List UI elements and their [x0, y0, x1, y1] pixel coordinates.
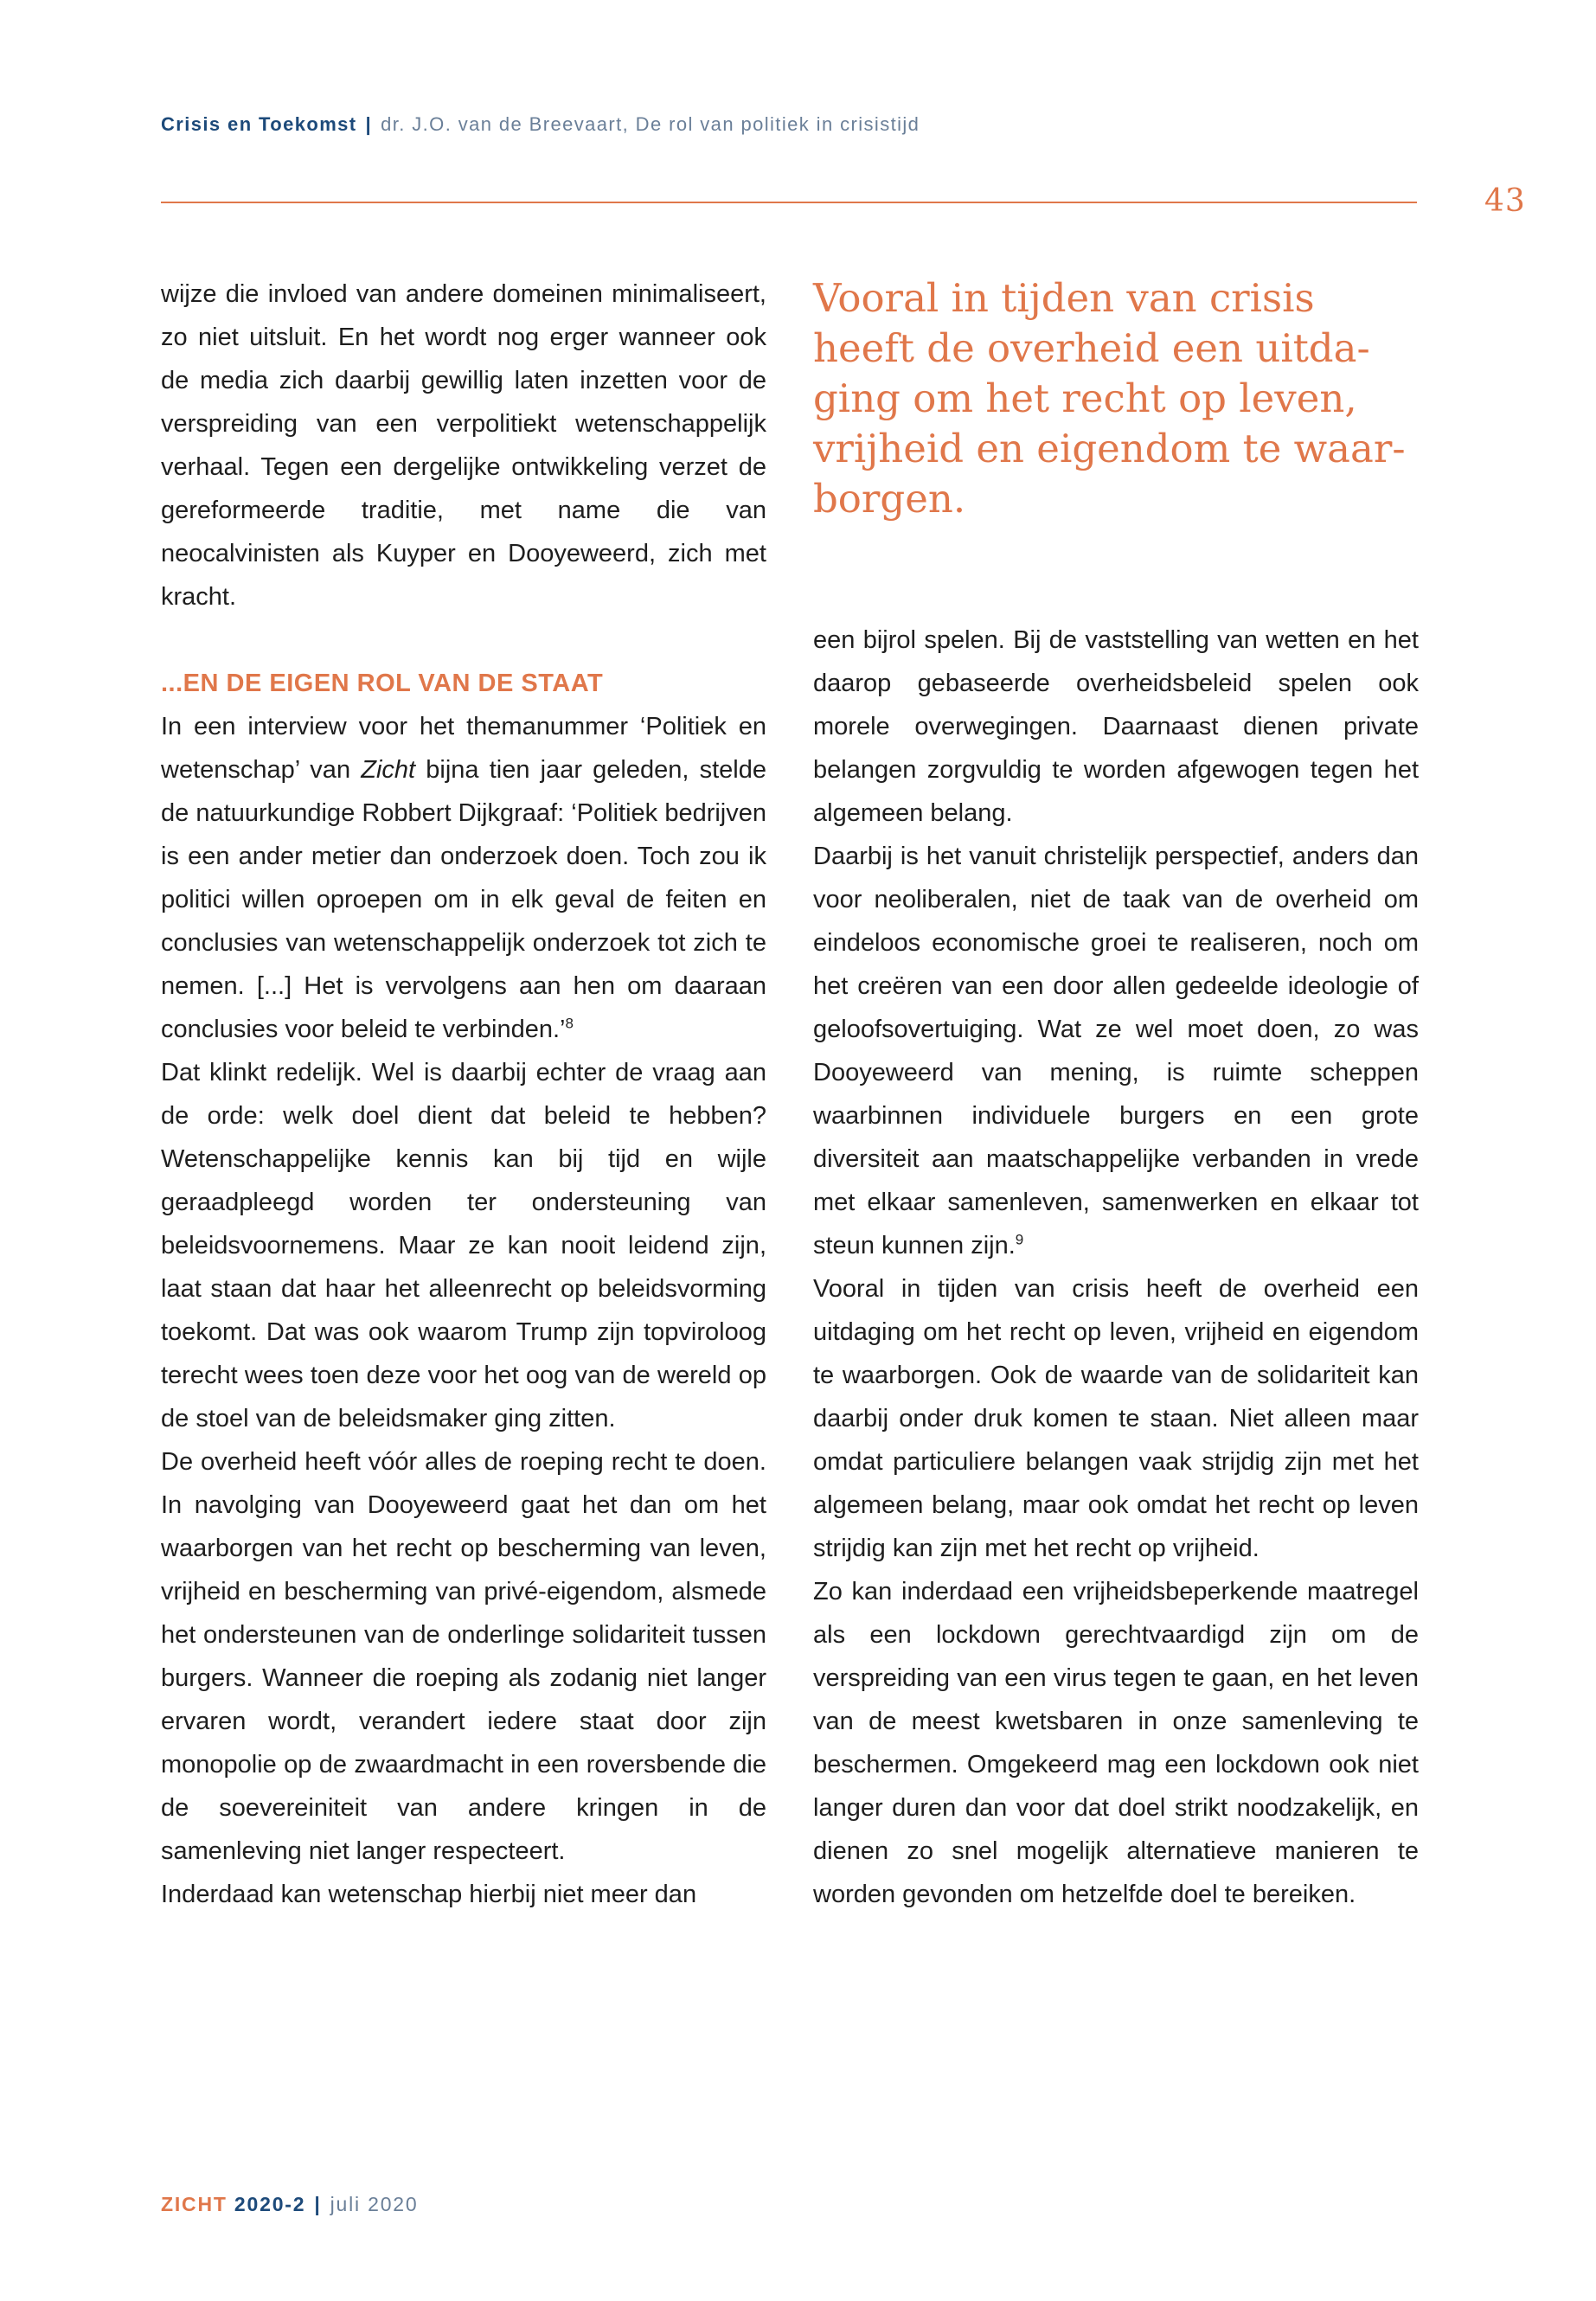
left-paragraph-4: Inderdaad kan wetenschap hierbij niet meer dan [161, 1881, 697, 1908]
pull-quote [813, 273, 1436, 524]
header-rule [161, 202, 1417, 203]
running-header [161, 113, 920, 136]
footnote-ref-9: 9 [1015, 1231, 1024, 1248]
footer-separator: | [314, 2193, 322, 2215]
pull-quote-line: vrijheid en eigendom te waar- [813, 426, 1406, 471]
pull-quote-line: ging om het recht op leven, [813, 375, 1357, 421]
pull-quote-line: heeft de overheid een uitda- [813, 325, 1370, 371]
section-heading: ...EN DE EIGEN ROL VAN DE STAAT [161, 670, 604, 697]
left-paragraph-1 [161, 705, 766, 1051]
header-brand: Crisis en Toekomst [161, 113, 357, 135]
footer-date: juli 2020 [330, 2193, 419, 2215]
p1-text-b: bijna tien jaar geleden, stelde de natuurkundige Robbert Dijkgraaf: ‘Politiek bedrijven is een ander metier dan onderzoek doen. Toch zou ik politici willen oproepen om in elk geval de feiten en conclusies van wetenschappelijk onderzoek tot zich te nemen. [...] Het is vervolgens aan hen om daaraan conclusies voor beleid te verbinden.’ [161, 756, 767, 1043]
magazine-title-emphasis: Zicht [361, 756, 416, 784]
footer-magazine: ZICHT [161, 2193, 228, 2215]
section-spacer [161, 619, 766, 662]
right-paragraph-3: Vooral in tijden van crisis heeft de overheid een uitdaging om het recht op leven, vrijheid en eigendom te waarborgen. Ook de waarde van de solidariteit kan daarbij onder druk komen te staan. Niet alleen maar omdat particuliere belangen vaak strijdig zijn met het algemeen belang, maar ook omdat het recht op leven strijdig kan zijn met het recht op vrijheid. [813, 1275, 1419, 1562]
footer-issue: 2020-2 [234, 2193, 306, 2215]
pull-quote-line: Vooral in tijden van crisis [813, 275, 1315, 321]
p1-text-a: In een interview voor het themanummer ‘Politiek en wetenschap’ van [161, 713, 766, 784]
page-number: 43 [1484, 183, 1526, 219]
pull-quote-line: borgen. [813, 476, 966, 522]
right-paragraph-4: Zo kan inderdaad een vrijheidsbeperkende maatregel als een lockdown gerechtvaardigd zijn om de verspreiding van een virus tegen te gaan, en het leven van de meest kwetsbaren in onze samenleving te beschermen. Omgekeerd mag een lockdown ook niet langer duren dan voor dat doel strikt noodzakelijk, en dienen zo snel mogelijk alternatieve manieren te worden gevonden om hetzelfde doel te bereiken. [813, 1578, 1419, 1908]
p2-text: Daarbij is het vanuit christelijk perspectief, anders dan voor neoliberalen, niet de taak van de overheid om eindeloos economische groei te realiseren, noch om het creëren van een door allen gedeelde ideologie of geloofsovertuiging. Wat ze wel moet doen, zo was Dooyeweerd van mening, is ruimte scheppen waarbinnen individuele burgers en een grote diversiteit aan maatschappelijke verbanden in vrede met elkaar samenleven, samenwerken en elkaar tot steun kunnen zijn. [813, 843, 1419, 1259]
right-column [813, 619, 1419, 1916]
left-paragraph-2: Dat klinkt redelijk. Wel is daarbij echter de vraag aan de orde: welk doel dient dat beleid te hebben? Wetenschappelijke kennis kan bij tijd en wijle geraadpleegd worden ter ondersteuning van beleidsvoornemens. Maar ze kan nooit leidend zijn, laat staan dat haar het alleenrecht op beleidsvorming toekomt. Dat was ook waarom Trump zijn topviroloog terecht wees toen deze voor het oog van de wereld op de stoel van de beleidsmaker ging zitten. [161, 1059, 766, 1433]
header-separator: | [365, 113, 373, 135]
left-paragraph-3: De overheid heeft vóór alles de roeping recht te doen. In navolging van Dooyeweerd gaat het dan om het waarborgen van het recht op bescherming van leven, vrijheid en bescherming van privé-eigendom, alsmede het ondersteunen van de onderlinge solidariteit tussen burgers. Wanneer die roeping als zodanig niet langer ervaren wordt, verandert iedere staat door zijn monopolie op de zwaardmacht in een roversbende die de soevereiniteit van andere kringen in de samenleving niet langer respecteert. [161, 1448, 766, 1865]
right-paragraph-1: een bijrol spelen. Bij de vaststelling van wetten en het daarop gebaseerde overheidsbeleid spelen ook morele overwegingen. Daarnaast dienen private belangen zorgvuldig te worden afgewogen tegen het algemeen belang. [813, 626, 1419, 827]
header-subtitle: dr. J.O. van de Breevaart, De rol van politiek in crisistijd [381, 113, 920, 135]
footnote-ref-8: 8 [565, 1015, 574, 1032]
page-footer [161, 2193, 418, 2216]
right-paragraph-2 [813, 835, 1419, 1267]
left-column [161, 272, 766, 1916]
left-intro-paragraph: wijze die invloed van andere domeinen minimaliseert, zo niet uitsluit. En het wordt nog erger wanneer ook de media zich daarbij gewillig laten inzetten voor de verspreiding van een verpolitiekt wetenschappelijk verhaal. Tegen een dergelijke ontwikkeling verzet de gereformeerde traditie, met name die van neocalvinisten als Kuyper en Dooyeweerd, zich met kracht. [161, 280, 766, 611]
